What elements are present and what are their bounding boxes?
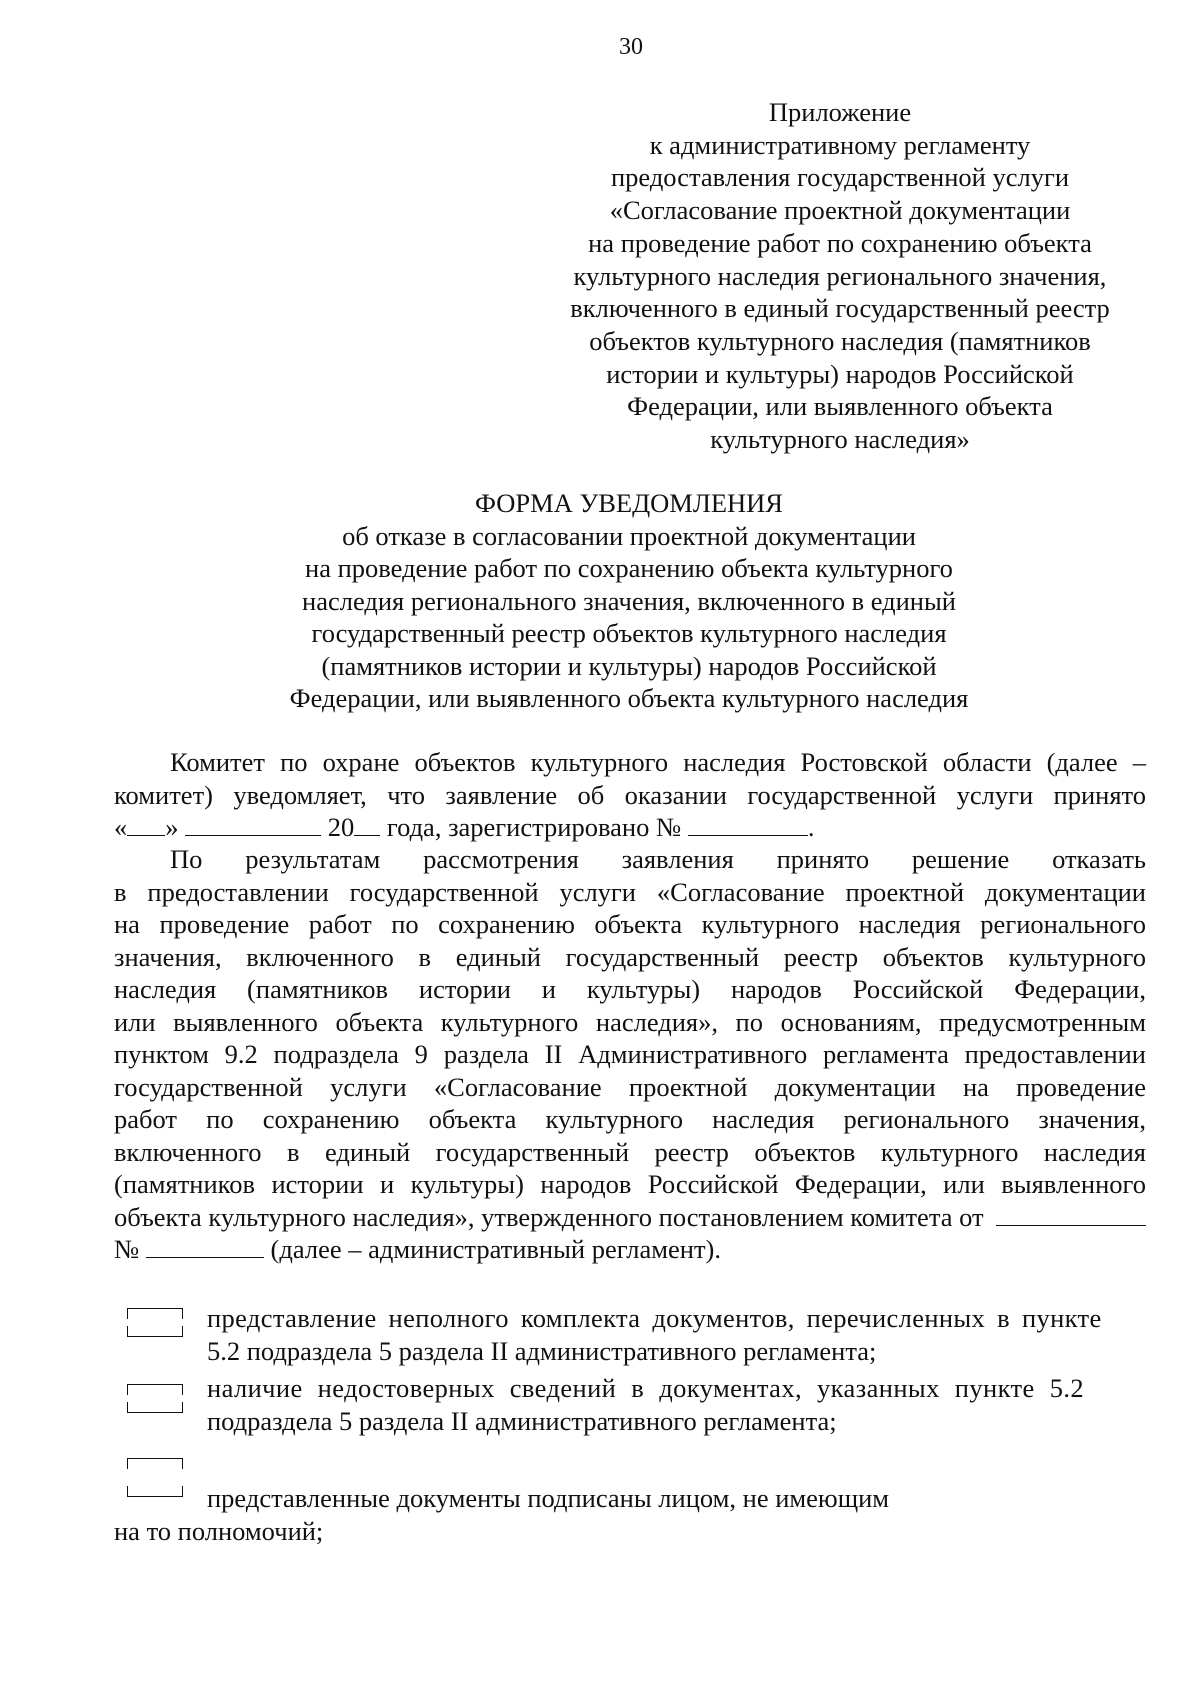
form-header <box>254 487 1004 715</box>
appendix-line: на проведение работ по сохранению объекта <box>588 227 1092 258</box>
paragraph-line: значения, включенного в единый государственный реестр объектов культурного <box>114 941 1146 972</box>
reason-2 <box>207 1372 1107 1438</box>
appendix-line: Приложение <box>768 97 912 127</box>
period: . <box>807 812 815 842</box>
registration-number-blank <box>688 811 808 836</box>
appendix-line: Федерации, или выявленного объекта <box>627 391 1053 422</box>
appendix-line: к административному регламенту <box>649 129 1031 160</box>
reason-line: подраздела 5 раздела II административного регламента; <box>207 1406 837 1436</box>
paragraph-line: включенного в единый государственный реестр объектов культурного наследия <box>114 1136 1146 1167</box>
paragraph-line-number <box>114 1233 1146 1266</box>
form-subtitle-line: об отказе в согласовании проектной документации <box>342 520 916 551</box>
quote-close: » <box>165 812 179 842</box>
form-subtitle-line: государственный реестр объектов культурного наследия <box>311 618 947 648</box>
paragraph-decision <box>114 843 1146 1266</box>
paragraph-line: на проведение работ по сохранению объекта культурного наследия регионального <box>114 909 1146 939</box>
form-title: ФОРМА УВЕДОМЛЕНИЯ <box>475 488 783 518</box>
resolution-tail: (далее – административный регламент). <box>270 1234 721 1264</box>
reason-checkbox-2[interactable] <box>127 1384 181 1406</box>
checkbox-top-bracket <box>127 1308 183 1319</box>
reason-checkbox-1[interactable] <box>127 1308 181 1330</box>
year-prefix: 20 <box>327 812 355 842</box>
registered-text: года, зарегистрировано № <box>380 812 682 842</box>
checkbox-top-bracket <box>127 1458 183 1469</box>
reason-checkbox-3[interactable] <box>127 1458 181 1480</box>
paragraph-line: государственной услуги «Согласование проектной документации на проведение <box>114 1071 1146 1102</box>
checkbox-bottom-bracket <box>127 1326 183 1337</box>
paragraph-notification <box>114 746 1146 844</box>
appendix-line: истории и культуры) народов Российской <box>606 358 1074 389</box>
form-subtitle-line: на проведение работ по сохранению объекта культурного <box>305 553 953 583</box>
checkbox-top-bracket <box>127 1384 183 1395</box>
appendix-line: «Согласование проектной документации <box>609 195 1071 226</box>
page-number: 30 <box>619 34 643 60</box>
paragraph-line: наследия (памятников истории и культуры) народов Российской Федерации, <box>114 974 1146 1004</box>
paragraph-line: или выявленного объекта культурного наследия», по основаниям, предусмотренным <box>114 1006 1146 1037</box>
reason-line: на то полномочий; <box>114 1516 324 1546</box>
resolution-text: объекта культурного наследия», утвержденного постановлением комитета от <box>114 1201 984 1232</box>
paragraph-line-date <box>114 811 1146 844</box>
appendix-line: включенного в единый государственный реестр <box>570 293 1110 324</box>
reason-3-line2 <box>114 1515 1014 1548</box>
checkbox-bottom-bracket <box>127 1402 183 1413</box>
appendix-line: предоставления государственной услуги <box>610 162 1070 193</box>
reason-3-line1 <box>207 1482 1107 1515</box>
month-blank <box>185 811 321 836</box>
paragraph-line: работ по сохранению объекта культурного наследия регионального значения, <box>114 1104 1146 1134</box>
day-blank <box>127 811 165 836</box>
appendix-block <box>540 96 1140 456</box>
checkbox-bottom-bracket <box>127 1486 183 1497</box>
paragraph-line: Комитет по охране объектов культурного наследия Ростовской области (далее – <box>170 747 1146 777</box>
paragraph-line: пунктом 9.2 подраздела 9 раздела II Административного регламента предоставлении <box>114 1039 1146 1069</box>
number-sign: № <box>114 1234 140 1264</box>
reason-line: представление неполного комплекта документов, перечисленных в пункте <box>207 1303 1102 1333</box>
reason-1 <box>207 1302 1107 1368</box>
form-subtitle-line: (памятников истории и культуры) народов Российской <box>321 650 937 681</box>
appendix-line: культурного наследия» <box>710 424 970 455</box>
reason-line: 5.2 подраздела 5 раздела II административного регламента; <box>207 1336 877 1366</box>
paragraph-line: комитет) уведомляет, что заявление об оказании государственной услуги принято <box>114 779 1146 810</box>
paragraph-line: По результатам рассмотрения заявления принято решение отказать <box>170 844 1146 874</box>
appendix-line: культурного наследия регионального значения, <box>573 260 1107 291</box>
year-blank <box>354 811 380 836</box>
paragraph-line: в предоставлении государственной услуги «Согласование проектной документации <box>114 876 1146 907</box>
appendix-line: объектов культурного наследия (памятников <box>589 325 1091 356</box>
reason-line: представленные документы подписаны лицом, не имеющим <box>207 1483 890 1513</box>
resolution-date-blank <box>996 1201 1146 1226</box>
form-subtitle-line: наследия регионального значения, включенного в единый <box>302 585 956 616</box>
paragraph-line: (памятников истории и культуры) народов Российской Федерации, или выявленного <box>114 1169 1146 1199</box>
form-subtitle-line: Федерации, или выявленного объекта культурного наследия <box>289 683 969 713</box>
paragraph-line-resolution <box>114 1201 1146 1234</box>
reason-line: наличие недостоверных сведений в документах, указанных пункте 5.2 <box>207 1373 1085 1403</box>
resolution-number-blank <box>146 1233 264 1258</box>
quote-open: « <box>114 812 128 842</box>
